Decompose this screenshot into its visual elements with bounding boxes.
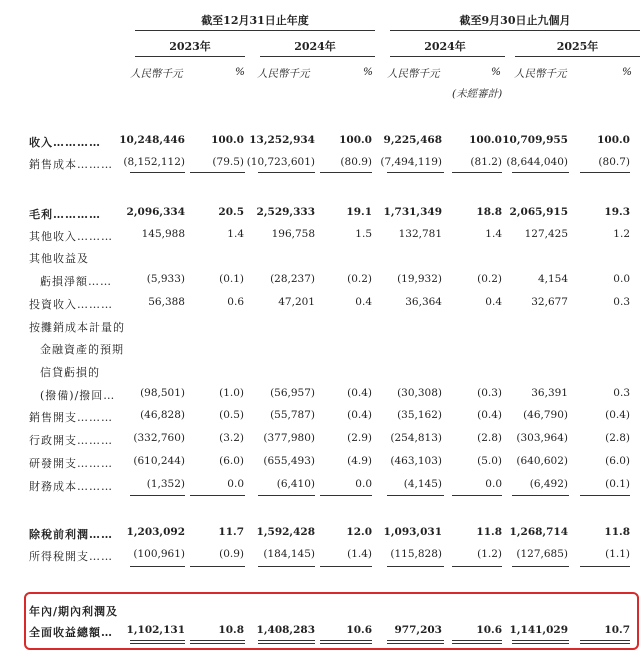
row-amount-cell: 9,225,468	[383, 134, 442, 146]
row-amount-cell: (184,145)	[263, 548, 315, 560]
subtotal-rule	[130, 566, 185, 567]
row-pct-cell: (79.5)	[212, 156, 244, 168]
unit-pct-2: %	[363, 66, 373, 78]
row-pct-cell: (6.0)	[605, 455, 630, 467]
row-amount-cell: (10,723,601)	[246, 156, 315, 168]
unit-rmb-3: 人民幣千元	[387, 68, 440, 80]
row-pct-cell: 20.5	[218, 206, 244, 218]
row-pct-cell: (0.4)	[605, 409, 630, 421]
row-amount-cell: (30,308)	[397, 387, 442, 399]
row-pct-cell: (1.1)	[605, 548, 630, 560]
row-amount-cell: (46,790)	[523, 409, 568, 421]
row-amount-cell: (56,957)	[270, 387, 315, 399]
subtotal-rule	[452, 495, 502, 496]
subtotal-rule	[320, 566, 372, 567]
row-pct-cell: 0.4	[355, 296, 372, 308]
row-amount-cell: 1,203,092	[126, 526, 185, 538]
row-pct-cell: 19.1	[346, 206, 372, 218]
unit-rmb-2: 人民幣千元	[257, 68, 310, 80]
row-label: 其他收益及	[29, 252, 89, 265]
row-amount-cell: 977,203	[394, 624, 442, 636]
unit-pct-1: %	[235, 66, 245, 78]
row-pct-cell: 1.5	[355, 228, 372, 240]
row-amount-cell: 1,093,031	[383, 526, 442, 538]
row-label: 收入…………	[29, 136, 101, 149]
row-label: 全面收益總額…	[29, 626, 113, 639]
row-amount-cell: 196,758	[271, 228, 315, 240]
unit-pct-3: %	[491, 66, 501, 78]
row-pct-cell: (0.4)	[477, 409, 502, 421]
row-amount-cell: (610,244)	[133, 455, 185, 467]
row-label: (撥備)/撥回…	[40, 389, 116, 402]
subtotal-rule	[320, 495, 372, 496]
row-amount-cell: 36,391	[531, 387, 568, 399]
row-pct-cell: 100.0	[211, 134, 244, 146]
row-pct-cell: 0.0	[485, 478, 502, 490]
row-amount-cell: (7,494,119)	[380, 156, 442, 168]
row-amount-cell: 10,248,446	[119, 134, 185, 146]
unit-rmb-1: 人民幣千元	[130, 68, 183, 80]
subtotal-rule	[190, 172, 245, 173]
row-label: 年內/期內利潤及	[29, 605, 119, 618]
subtotal-rule	[580, 566, 630, 567]
row-amount-cell: 1,102,131	[126, 624, 185, 636]
unaudited-note: (未經審計)	[452, 88, 503, 100]
period-9m-header: 截至9月30日止九個月	[459, 14, 571, 27]
row-pct-cell: (80.9)	[340, 156, 372, 168]
row-amount-cell: 1,408,283	[256, 624, 315, 636]
subtotal-rule	[580, 172, 630, 173]
row-pct-cell: (0.2)	[477, 273, 502, 285]
subtotal-rule	[452, 172, 502, 173]
row-amount-cell: (8,152,112)	[123, 156, 185, 168]
period-fy-header: 截至12月31日止年度	[201, 14, 309, 27]
subtotal-rule	[190, 566, 245, 567]
row-pct-cell: 11.8	[476, 526, 502, 538]
row-amount-cell: (127,685)	[516, 548, 568, 560]
row-pct-cell: 1.4	[485, 228, 502, 240]
row-amount-cell: 1,268,714	[509, 526, 568, 538]
row-amount-cell: (377,980)	[263, 432, 315, 444]
subtotal-rule	[387, 495, 444, 496]
row-amount-cell: (100,961)	[133, 548, 185, 560]
row-pct-cell: (1.0)	[219, 387, 244, 399]
subtotal-rule	[190, 495, 245, 496]
row-label: 投資收入………	[29, 298, 113, 311]
row-label: 其他收入………	[29, 230, 113, 243]
subtotal-rule	[512, 495, 569, 496]
row-label: 信貸虧損的	[40, 366, 100, 379]
row-amount-cell: 10,709,955	[502, 134, 568, 146]
row-amount-cell: (332,760)	[133, 432, 185, 444]
subtotal-rule	[580, 495, 630, 496]
row-amount-cell: (1,352)	[146, 478, 185, 490]
unit-pct-4: %	[622, 66, 632, 78]
row-pct-cell: 0.4	[485, 296, 502, 308]
row-amount-cell: 1,592,428	[256, 526, 315, 538]
row-pct-cell: 10.6	[346, 624, 372, 636]
row-pct-cell: (0.4)	[347, 387, 372, 399]
row-amount-cell: 127,425	[524, 228, 568, 240]
year-2024-fy: 2024年	[294, 40, 336, 53]
row-amount-cell: (655,493)	[263, 455, 315, 467]
row-amount-cell: (35,162)	[397, 409, 442, 421]
row-amount-cell: 1,141,029	[509, 624, 568, 636]
year-2024-9m: 2024年	[424, 40, 466, 53]
row-label: 除稅前利潤……	[29, 528, 113, 541]
row-amount-cell: 1,731,349	[383, 206, 442, 218]
subtotal-rule	[258, 172, 315, 173]
row-pct-cell: 100.0	[597, 134, 630, 146]
row-pct-cell: 100.0	[469, 134, 502, 146]
row-amount-cell: 145,988	[141, 228, 185, 240]
row-label: 銷售開支………	[29, 411, 113, 424]
row-pct-cell: (2.9)	[347, 432, 372, 444]
row-pct-cell: (0.1)	[219, 273, 244, 285]
row-pct-cell: 1.4	[227, 228, 244, 240]
year-2023: 2023年	[169, 40, 211, 53]
row-amount-cell: 2,096,334	[126, 206, 185, 218]
unit-rmb-4: 人民幣千元	[514, 68, 567, 80]
row-label: 財務成本………	[29, 480, 113, 493]
row-pct-cell: 19.3	[604, 206, 630, 218]
row-label: 行政開支………	[29, 434, 113, 447]
row-pct-cell: 0.0	[227, 478, 244, 490]
row-label: 銷售成本………	[29, 158, 113, 171]
row-amount-cell: (4,145)	[403, 478, 442, 490]
row-amount-cell: (254,813)	[390, 432, 442, 444]
row-amount-cell: (303,964)	[516, 432, 568, 444]
row-pct-cell: 11.7	[218, 526, 244, 538]
subtotal-rule	[320, 172, 372, 173]
row-pct-cell: 11.8	[604, 526, 630, 538]
row-pct-cell: (0.9)	[219, 548, 244, 560]
subtotal-rule	[130, 495, 185, 496]
row-pct-cell: 12.0	[346, 526, 372, 538]
row-pct-cell: 0.3	[613, 296, 630, 308]
row-amount-cell: (6,410)	[276, 478, 315, 490]
row-amount-cell: 132,781	[398, 228, 442, 240]
row-amount-cell: 2,529,333	[256, 206, 315, 218]
row-label: 毛利…………	[29, 208, 101, 221]
subtotal-rule	[512, 172, 569, 173]
row-amount-cell: 32,677	[531, 296, 568, 308]
row-pct-cell: (6.0)	[219, 455, 244, 467]
row-amount-cell: 2,065,915	[509, 206, 568, 218]
row-amount-cell: 36,364	[405, 296, 442, 308]
row-label: 按攤銷成本計量的	[29, 321, 125, 334]
subtotal-rule	[452, 566, 502, 567]
row-pct-cell: (0.4)	[347, 409, 372, 421]
row-pct-cell: (2.8)	[605, 432, 630, 444]
row-amount-cell: (115,828)	[390, 548, 442, 560]
row-pct-cell: (1.2)	[477, 548, 502, 560]
row-label: 虧損淨額……	[40, 275, 112, 288]
row-pct-cell: 18.8	[476, 206, 502, 218]
row-pct-cell: (1.4)	[347, 548, 372, 560]
row-amount-cell: (8,644,040)	[506, 156, 568, 168]
row-amount-cell: 4,154	[537, 273, 568, 285]
row-pct-cell: (5.0)	[477, 455, 502, 467]
row-amount-cell: 47,201	[278, 296, 315, 308]
row-pct-cell: 10.8	[218, 624, 244, 636]
row-amount-cell: (46,828)	[140, 409, 185, 421]
row-amount-cell: (6,492)	[529, 478, 568, 490]
subtotal-rule	[387, 566, 444, 567]
row-pct-cell: 100.0	[339, 134, 372, 146]
row-pct-cell: (81.2)	[470, 156, 502, 168]
row-amount-cell: (55,787)	[270, 409, 315, 421]
row-amount-cell: 56,388	[148, 296, 185, 308]
row-pct-cell: 0.6	[227, 296, 244, 308]
row-amount-cell: (463,103)	[390, 455, 442, 467]
row-pct-cell: (4.9)	[347, 455, 372, 467]
year-2025-9m: 2025年	[556, 40, 599, 53]
row-pct-cell: 0.3	[613, 387, 630, 399]
highlight-box	[24, 592, 639, 650]
row-label: 金融資產的預期	[40, 343, 124, 356]
subtotal-rule	[130, 172, 185, 173]
subtotal-rule	[387, 172, 444, 173]
row-label: 研發開支………	[29, 457, 113, 470]
subtotal-rule	[258, 495, 315, 496]
row-pct-cell: 1.2	[613, 228, 630, 240]
row-amount-cell: (5,933)	[146, 273, 185, 285]
row-pct-cell: 0.0	[613, 273, 630, 285]
row-pct-cell: 0.0	[355, 478, 372, 490]
row-pct-cell: (80.7)	[598, 156, 630, 168]
row-amount-cell: (28,237)	[270, 273, 315, 285]
row-amount-cell: (640,602)	[516, 455, 568, 467]
row-pct-cell: (0.5)	[219, 409, 244, 421]
row-pct-cell: (0.1)	[605, 478, 630, 490]
row-pct-cell: (0.3)	[477, 387, 502, 399]
row-pct-cell: (3.2)	[219, 432, 244, 444]
subtotal-rule	[258, 566, 315, 567]
row-pct-cell: 10.6	[476, 624, 502, 636]
row-amount-cell: (19,932)	[397, 273, 442, 285]
row-amount-cell: (98,501)	[140, 387, 185, 399]
row-pct-cell: (0.2)	[347, 273, 372, 285]
subtotal-rule	[512, 566, 569, 567]
row-pct-cell: 10.7	[604, 624, 630, 636]
row-label: 所得稅開支……	[29, 550, 113, 563]
row-amount-cell: 13,252,934	[249, 134, 315, 146]
row-pct-cell: (2.8)	[477, 432, 502, 444]
